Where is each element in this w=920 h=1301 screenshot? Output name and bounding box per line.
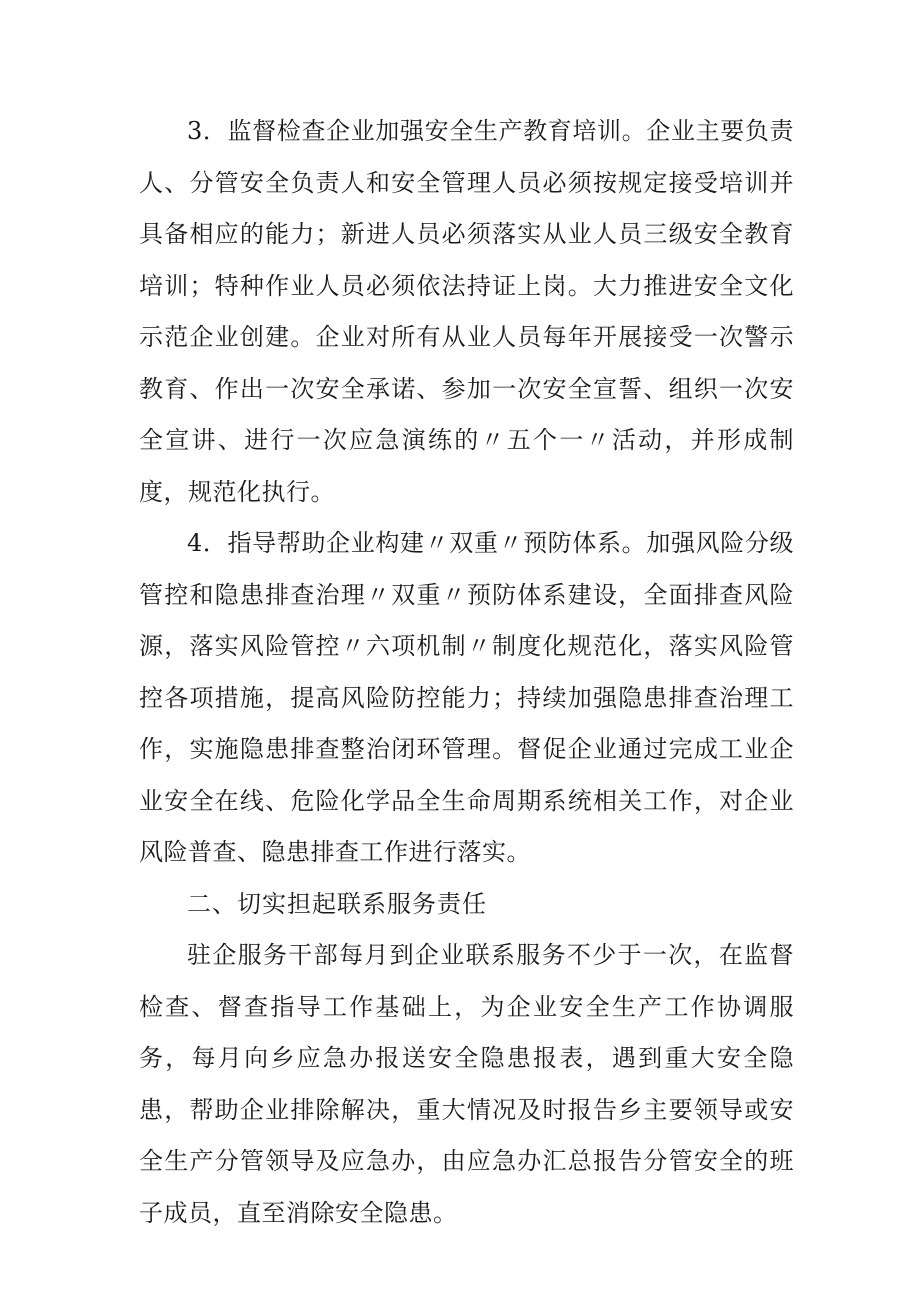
paragraph-service: 驻企服务干部每月到企业联系服务不少于一次，在监督检查、督查指导工作基础上，为企业安全生产工作协调服务，每月向乡应急办报送安全隐患报表，遇到重大安全隐患，帮助企业排除解决，重大情况及时报告乡主要领导或安全生产分管领导及应急办，由应急办汇总报告分管安全的班子成员，直至消除安全隐患。 (139, 941, 794, 1227)
paragraph-item-3: 3．监督检查企业加强安全生产教育培训。企业主要负责人、分管安全负责人和安全管理人员必须按规定接受培训并具备相应的能力；新进人员必须落实从业人员三级安全教育培训；特种作业人员必须依法持证上岗。大力推进安全文化示范企业创建。企业对所有从业人员每年开展接受一次警示教育、作出一次安全承诺、参加一次安全宣誓、组织一次安全宣讲、进行一次应急演练的〃五个一〃活动，并形成制度，规范化执行。 (139, 117, 794, 506)
paragraph-item-4: 4．指导帮助企业构建〃双重〃预防体系。加强风险分级管控和隐患排查治理〃双重〃预防体系建设，全面排查风险源，落实风险管控〃六项机制〃制度化规范化，落实风险管控各项措施，提高风险防控能力；持续加强隐患排查治理工作，实施隐患排查整治闭环管理。督促企业通过完成工业企业安全在线、危险化学品全生命周期系统相关工作，对企业风险普查、隐患排查工作进行落实。 (139, 529, 794, 866)
document-body (139, 106, 794, 1239)
section-heading: 二、切实担起联系服务责任 (187, 889, 487, 918)
